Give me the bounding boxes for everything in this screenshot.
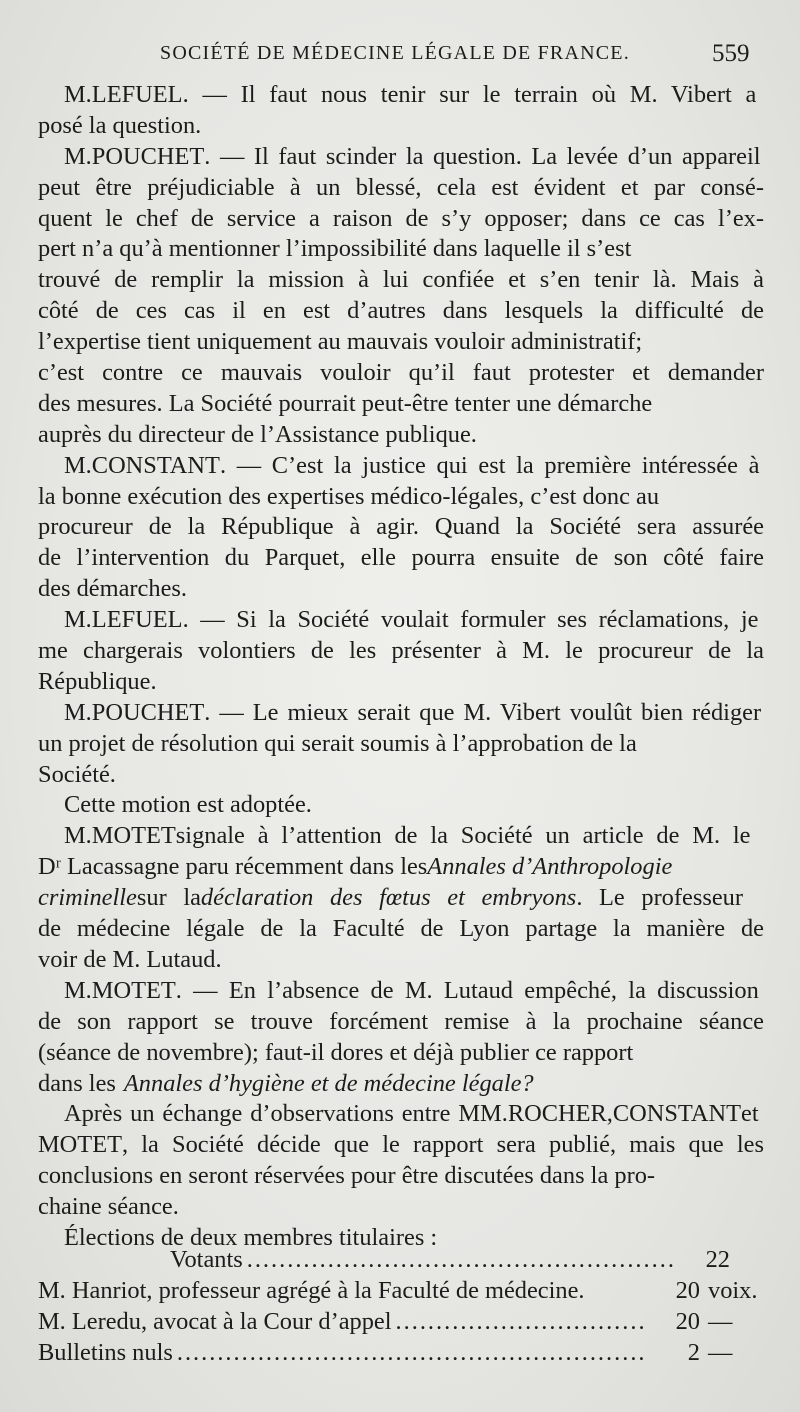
result-row (38, 1277, 764, 1308)
text-line: M.MOTET. — En l’absence de M. Lutaud empêché, la discussion (38, 976, 764, 1007)
journal-title: criminelle (38, 884, 137, 912)
running-head: SOCIÉTÉ DE MÉDECINE LÉGALE DE FRANCE. (160, 42, 630, 64)
text-line: conclusions en seront réservées pour être discutées dans la pro- (38, 1162, 656, 1190)
vote-count: 20 (675, 1277, 700, 1304)
speaker-name: MOTET (91, 822, 176, 850)
leader-dots (177, 1339, 644, 1367)
text-line: des démarches. (38, 575, 187, 603)
vote-unit: voix. (708, 1277, 758, 1304)
text-line: l’expertise tient uniquement au mauvais vouloir administratif; (38, 328, 643, 356)
text-line: République. (38, 667, 157, 695)
text-line: des mesures. La Société pourrait peut-être tenter une démarche (38, 389, 653, 417)
text-line: voir de M. Lutaud. (38, 945, 222, 973)
text-line: un projet de résolution qui serait soumis à l’approbation de la (38, 729, 637, 757)
candidate-name: Bulletins nuls (38, 1339, 173, 1366)
voters-count: 22 (705, 1246, 730, 1273)
speaker-name: POUCHET (91, 142, 205, 170)
text-line: de l’intervention du Parquet, elle pourra ensuite de son côté faire (38, 544, 764, 572)
text-line: M.POUCHET. — Le mieux serait que M. Vibert voulût bien rédiger (38, 698, 764, 729)
leader-dots (247, 1246, 674, 1274)
text-line: c’est contre ce mauvais vouloir qu’il faut protester et demander (38, 359, 764, 387)
text-line: peut être préjudiciable à un blessé, cela est évident et par consé- (38, 173, 764, 201)
journal-title: Annales d’Anthropologie (427, 853, 673, 881)
text-line: dans lesAnnales d’hygiène et de médecine légale? (38, 1069, 764, 1100)
text-line: quent le chef de service a raison de s’y opposer; dans ce cas l’ex- (38, 204, 764, 232)
text-line: auprès du directeur de l’Assistance publique. (38, 420, 477, 448)
result-row (38, 1339, 764, 1370)
page-number: 559 (712, 40, 750, 67)
vote-unit: — (708, 1308, 733, 1335)
text-line: (séance de novembre); faut-il dores et déjà publier ce rapport (38, 1038, 634, 1066)
text-line: me chargerais volontiers de les présenter à M. le procureur de la (38, 637, 764, 665)
election-results (38, 1246, 764, 1370)
article-title: déclaration des fœtus et embryons (200, 884, 577, 912)
text-line: M.MOTETsignale à l’attention de la Société un article de M. le (38, 821, 764, 852)
vote-count: 2 (687, 1339, 700, 1366)
speaker-name: CONSTANT (91, 451, 220, 479)
text-line: M.LEFUEL. — Si la Société voulait formuler ses réclamations, je (38, 605, 764, 636)
text-line: de médecine légale de la Faculté de Lyon partage la manière de (38, 915, 764, 943)
body-text (38, 80, 764, 1254)
text-line: procureur de la République à agir. Quand la Société sera assurée (38, 513, 764, 541)
text-line: chaine séance. (38, 1193, 179, 1221)
voters-row (38, 1246, 730, 1277)
text-line: pert n’a qu’à mentionner l’impossibilité dans laquelle il s’est (38, 235, 632, 263)
text-line: posé la question. (38, 111, 202, 139)
speaker-name: CONSTANT (612, 1100, 742, 1128)
text-line: de son rapport se trouve forcément remise à la prochaine séance (38, 1007, 764, 1035)
text-line: Après un échange d’observations entre MM.ROCHER,CONSTANTet (38, 1099, 764, 1130)
text-line: M.CONSTANT. — C’est la justice qui est la première intéressée à (38, 451, 764, 482)
text-line: côté de ces cas il en est d’autres dans lesquels la difficulté de (38, 297, 764, 325)
candidate-name: M. Leredu, avocat à la Cour d’appel (38, 1308, 392, 1335)
text-line: la bonne exécution des expertises médico-légales, c’est donc au (38, 482, 660, 510)
text-line: trouvé de remplir la mission à lui confiée et s’en tenir là. Mais à (38, 266, 764, 294)
speaker-name: LEFUEL (91, 81, 183, 108)
journal-title: Annales d’hygiène et de médecine légale? (123, 1069, 534, 1097)
text-line: Cette motion est adoptée. (64, 791, 312, 819)
vote-count: 20 (675, 1308, 700, 1335)
speaker-name: MOTET (38, 1131, 122, 1159)
text-line: criminellesur ladéclaration des fœtus et embryons. Le professeur (38, 883, 764, 914)
result-row (38, 1308, 764, 1339)
text-line: Société. (38, 760, 116, 788)
text-line: Dʳ Lacassagne paru récemment dans lesAnnales d’Anthropologie (38, 852, 764, 883)
text-line: M.POUCHET. — Il faut scinder la question. La levée d’un appareil (38, 142, 764, 173)
vote-unit: — (708, 1339, 733, 1366)
speaker-name: ROCHER (507, 1100, 607, 1128)
leader-dots (396, 1308, 644, 1336)
speaker-name: LEFUEL (91, 606, 183, 634)
text-line: MOTET, la Société décide que le rapport sera publié, mais que les (38, 1130, 764, 1161)
voters-label: Votants (170, 1246, 243, 1273)
speaker-name: POUCHET (91, 698, 205, 726)
speaker-name: MOTET (91, 976, 176, 1004)
text-line: M.LEFUEL. — Il faut nous tenir sur le terrain où M. Vibert a (38, 80, 764, 111)
text-line: Élections de deux membres titulaires : (64, 1223, 438, 1251)
page-header (0, 38, 800, 74)
candidate-name: M. Hanriot, professeur agrégé à la Faculté de médecine. (38, 1277, 585, 1304)
